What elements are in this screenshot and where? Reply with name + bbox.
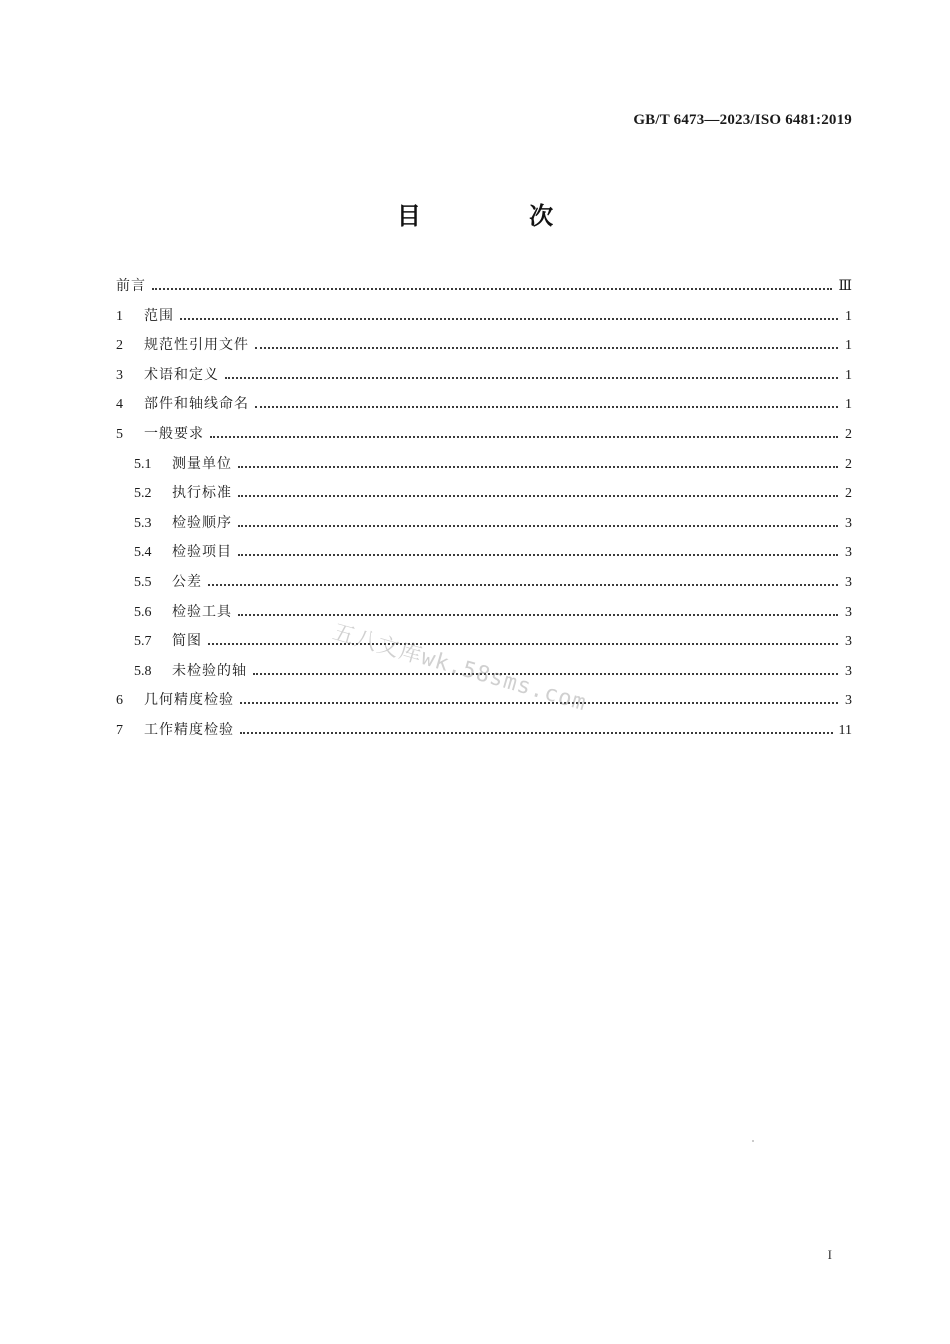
toc-entry-5-5[interactable] <box>116 568 852 598</box>
toc-entry-number: 5.7 <box>134 634 152 650</box>
toc-entry-label: 几何精度检验 <box>144 692 234 709</box>
toc-entry-page: 1 <box>845 397 852 413</box>
toc-entry-label: 工作精度检验 <box>144 721 234 738</box>
toc-entry-label: 规范性引用文件 <box>144 337 249 354</box>
dot-leader <box>152 288 832 290</box>
document-code: GB/T 6473—2023/ISO 6481:2019 <box>633 112 852 128</box>
toc-entry-number: 5.6 <box>134 604 152 620</box>
toc-entry-label: 未检验的轴 <box>172 662 247 679</box>
toc-entry-5[interactable] <box>116 420 852 450</box>
toc-entry-5-3[interactable] <box>116 509 852 539</box>
toc-entry-page: 3 <box>845 545 852 561</box>
dot-leader <box>255 347 838 349</box>
toc-entry-foreword[interactable] <box>116 272 852 302</box>
toc-entry-page: 1 <box>845 308 852 324</box>
toc-entry-page: 3 <box>845 663 852 679</box>
toc-entry-number: 6 <box>116 693 123 709</box>
toc-entry-page: 3 <box>845 515 852 531</box>
toc-entry-number: 2 <box>116 338 123 354</box>
toc-entry-label: 测量单位 <box>172 455 232 472</box>
dot-leader <box>180 318 838 320</box>
toc-entry-4[interactable] <box>116 390 852 420</box>
toc-title: 目 次 <box>396 202 604 230</box>
toc-entry-7[interactable] <box>116 716 852 746</box>
dot-leader <box>238 495 838 497</box>
toc-entry-number: 5.5 <box>134 574 152 590</box>
dot-leader <box>238 554 838 556</box>
dot-leader <box>238 466 838 468</box>
toc-entry-2[interactable] <box>116 331 852 361</box>
watermark: 五八文库wk.58sms.com <box>329 619 590 717</box>
toc-entry-3[interactable] <box>116 361 852 391</box>
toc-entry-page: Ⅲ <box>838 279 852 294</box>
toc-entry-label: 检验工具 <box>172 603 232 620</box>
toc-entry-page: 2 <box>845 486 852 502</box>
dot-leader <box>255 406 838 408</box>
toc-entry-number: 4 <box>116 397 123 413</box>
toc-entry-number: 5.4 <box>134 545 152 561</box>
toc-entry-label: 一般要求 <box>144 425 204 442</box>
toc-entry-number: 1 <box>116 308 123 324</box>
dot-leader <box>208 643 838 645</box>
toc-entry-number: 5.8 <box>134 663 152 679</box>
toc-entry-page: 1 <box>845 338 852 354</box>
toc-entry-label: 检验项目 <box>172 544 232 561</box>
toc-entry-label: 术语和定义 <box>144 366 219 383</box>
toc-entry-page: 2 <box>845 456 852 472</box>
scan-speck <box>752 1140 754 1142</box>
dot-leader <box>238 525 838 527</box>
toc-entry-label: 简图 <box>172 633 202 650</box>
toc-entry-page: 3 <box>845 574 852 590</box>
toc-entry-label: 检验顺序 <box>172 514 232 531</box>
toc-entry-label: 范围 <box>144 307 174 324</box>
toc-entry-page: 1 <box>845 367 852 383</box>
toc-entry-1[interactable] <box>116 302 852 332</box>
toc-entry-6[interactable] <box>116 686 852 716</box>
toc-entry-5-1[interactable] <box>116 450 852 480</box>
dot-leader <box>225 377 838 379</box>
dot-leader <box>208 584 838 586</box>
toc-entry-number: 5.2 <box>134 486 152 502</box>
toc-entry-5-7[interactable] <box>116 627 852 657</box>
toc-entry-page: 2 <box>845 426 852 442</box>
toc-entry-5-6[interactable] <box>116 598 852 628</box>
dot-leader <box>238 614 838 616</box>
toc-entry-page: 3 <box>845 604 852 620</box>
toc-entry-number: 5.1 <box>134 456 152 472</box>
page-number: I <box>827 1247 832 1262</box>
toc-entry-label: 前言 <box>116 278 146 294</box>
toc-entry-label: 公差 <box>172 573 202 590</box>
toc-entry-number: 7 <box>116 722 123 738</box>
toc-entry-page: 3 <box>845 693 852 709</box>
toc-entry-number: 5 <box>116 426 123 442</box>
toc-entry-5-4[interactable] <box>116 538 852 568</box>
dot-leader <box>240 732 833 734</box>
toc-entry-page: 3 <box>845 634 852 650</box>
toc-entry-label: 部件和轴线命名 <box>144 396 249 413</box>
toc-entry-page: 11 <box>838 722 852 738</box>
dot-leader <box>210 436 838 438</box>
toc-entry-5-2[interactable] <box>116 479 852 509</box>
toc-entry-number: 5.3 <box>134 515 152 531</box>
toc-entry-label: 执行标准 <box>172 485 232 502</box>
toc-entry-number: 3 <box>116 367 123 383</box>
